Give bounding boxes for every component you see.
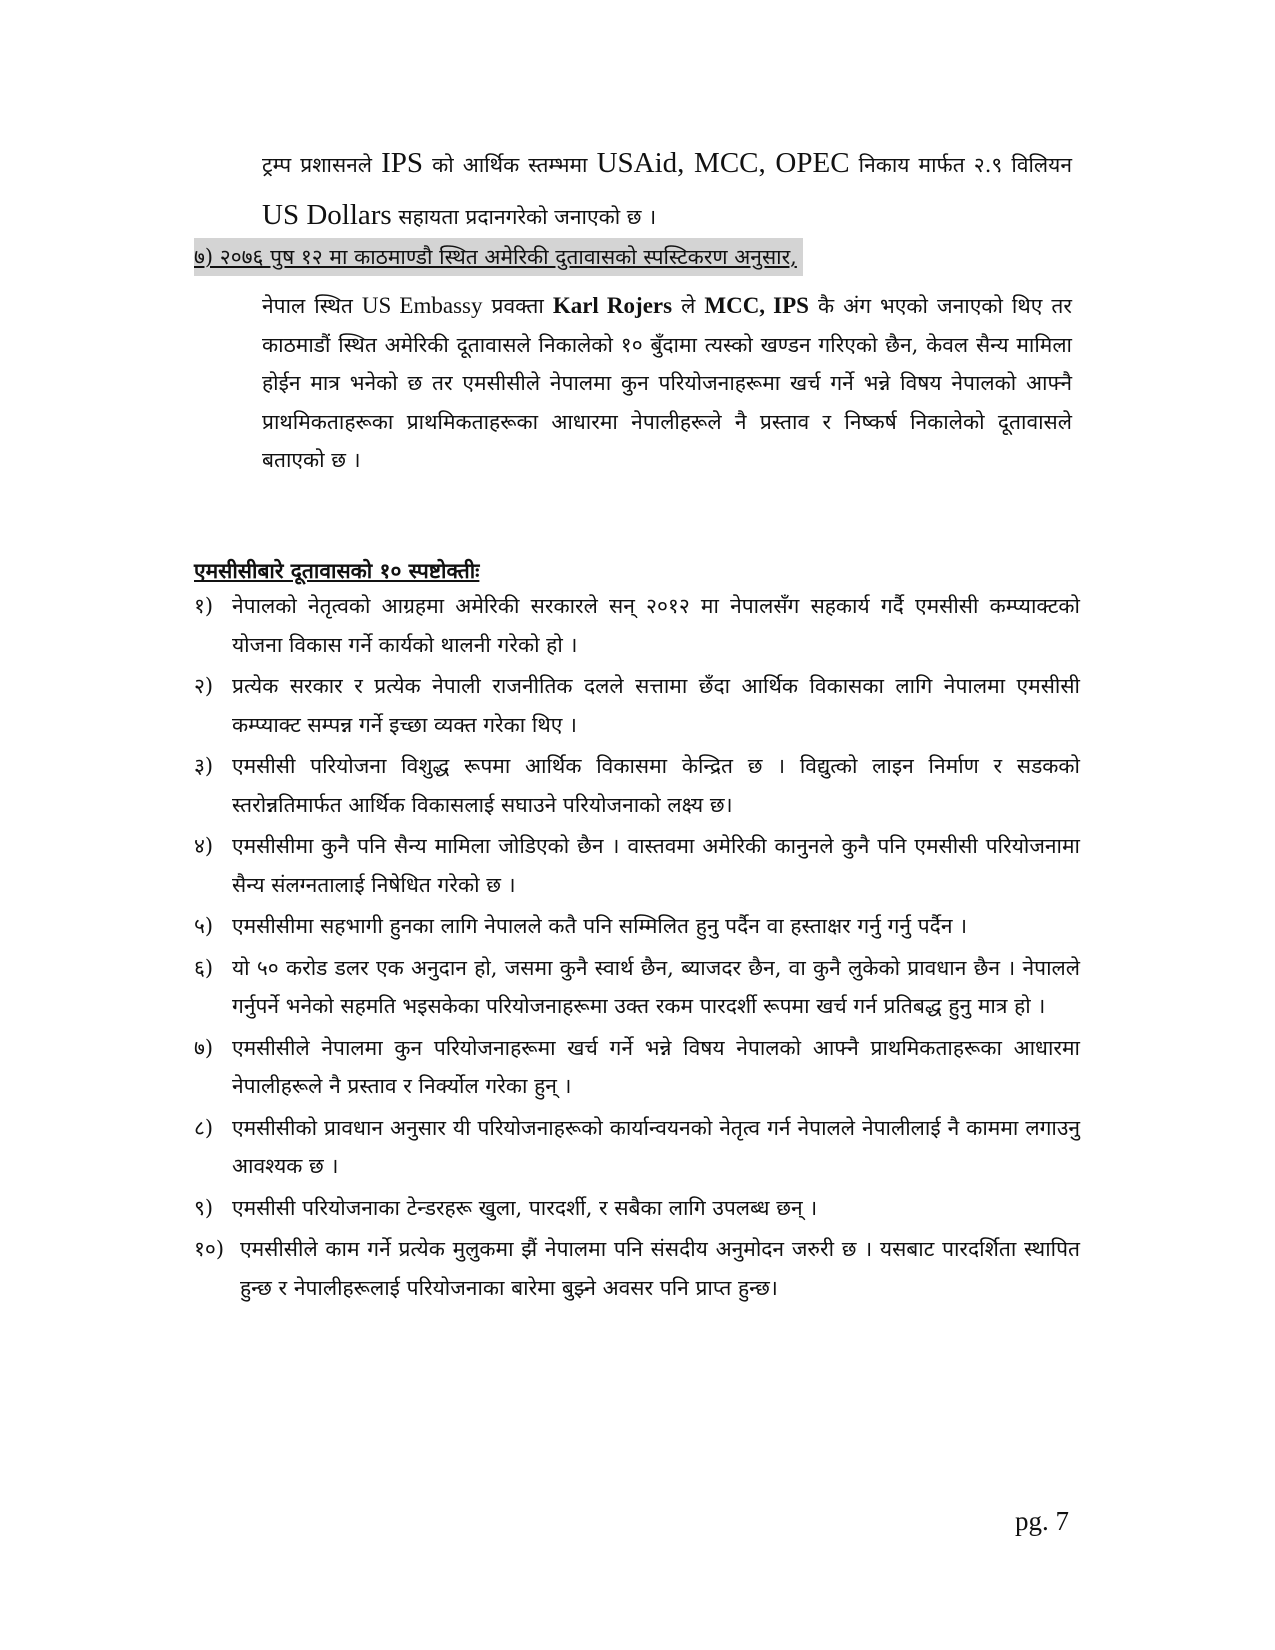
intro-paragraph [262,138,1072,242]
list-item-number: ६) [194,955,214,980]
intro-agencies: USAid, MCC, OPEC [596,147,850,179]
list-item-number: १) [194,594,214,618]
list-item-text: एमसीसी परियोजनाका टेन्डरहरू खुला, पारदर्शी, र सबैका लागि उपलब्ध छन् । [232,1195,818,1220]
intro-currency: US Dollars [262,199,392,231]
clarification-list [194,587,1080,1310]
s7-orgs: MCC, IPS [704,293,809,318]
list-item [194,747,1080,824]
page-number: pg. 7 [1015,1506,1069,1536]
list-item-number: १०) [194,1237,225,1261]
list-item [194,1109,1080,1186]
s7-text-4: कै अंग भएको जनाएको थिए तर काठमाडौं स्थित अमेरिकी दूतावासले निकालेको १० बुँदामा त्यस्को खण्डन गरिएको छैन, केवल सैन्य मामिला होईन मात्र भनेको छ तर एमसीसीले नेपालमा कुन परियोजनाहरूमा खर्च गर्ने भन्ने विषय नेपालको आफ्नै प्राथमिकताहरूका प्राथमिकताहरूका आधारमा नेपालीहरूले नै प्रस्ताव र निष्कर्ष निकालेको दूतावासले बताएको छ । [262,294,1072,472]
section-7-heading: ७) २०७६ पुष १२ मा काठमाण्डौ स्थित अमेरिकी दुतावासको स्पस्टिकरण अनुसार, [194,238,803,276]
intro-text-1: ट्रम्प प्रशासनले [262,153,382,177]
section-7-paragraph [262,287,1072,480]
list-item-text: प्रत्येक सरकार र प्रत्येक नेपाली राजनीतिक दलले सत्तामा छँदा आर्थिक विकासका लागि नेपालमा एमसीसी कम्प्याक्ट सम्पन्न गर्ने इच्छा व्यक्त गरेका थिए । [232,674,1080,737]
list-item-text: एमसीसीले नेपालमा कुन परियोजनाहरूमा खर्च गर्ने भन्ने विषय नेपालको आफ्नै प्राथमिकताहरूका आधारमा नेपालीहरूले नै प्रस्ताव र निर्क्योल गरेका हुन् । [232,1035,1080,1098]
list-item-text: नेपालको नेतृत्वको आग्रहमा अमेरिकी सरकारले सन् २०१२ मा नेपालसँग सहकार्य गर्दै एमसीसी कम्प्याक्टको योजना विकास गर्ने कार्यको थालनी गरेको हो । [232,594,1080,657]
list-item-text: एमसीसीले काम गर्ने प्रत्येक मुलुकमा झैं नेपालमा पनि संसदीय अनुमोदन जरुरी छ । यसबाट पारदर्शिता स्थापित हुन्छ र नेपालीहरूलाई परियोजनाका बारेमा बुझ्ने अवसर पनि प्राप्त हुन्छ। [240,1237,1080,1300]
list-item-number: ८) [194,1115,214,1140]
list-item [194,1189,1080,1228]
list-item [194,1230,1080,1307]
section-title: एमसीसीबारे दूतावासको १० स्पष्टोक्तीः [194,558,480,583]
list-item-number: ५) [194,914,214,938]
list-item-text: एमसीसीको प्रावधान अनुसार यी परियोजनाहरूको कार्यान्वयनको नेतृत्व गर्न नेपालले नेपालीलाई नै काममा लगाउनु आवश्यक छ । [232,1115,1080,1178]
intro-text-3: निकाय मार्फत २.९ विलियन [849,153,1073,177]
list-item-number: ९) [194,1195,214,1220]
list-item-number: ४) [194,834,214,858]
s7-text-1: नेपाल स्थित [262,294,362,318]
s7-embassy: US Embassy [361,293,483,318]
list-item [194,949,1080,1026]
list-item [194,827,1080,904]
s7-text-3: ले [672,294,705,318]
list-item-text: एमसीसी परियोजना विशुद्ध रूपमा आर्थिक विकासमा केन्द्रित छ । विद्युत्को लाइन निर्माण र सडकको स्तरोन्नतिमार्फत आर्थिक विकासलाई सघाउने परियोजनाको लक्ष्य छ। [232,754,1080,817]
list-item-number: २) [194,674,214,698]
list-item-text: यो ५० करोड डलर एक अनुदान हो, जसमा कुनै स्वार्थ छैन, ब्याजदर छैन, वा कुनै लुकेको प्रावधान छैन । नेपालले गर्नुपर्ने भनेको सहमति भइसकेका परियोजनाहरूमा उक्त रकम पारदर्शी रूपमा खर्च गर्न प्रतिबद्ध हुनु मात्र हो । [232,955,1080,1018]
list-item [194,907,1080,946]
list-item [194,667,1080,744]
list-item-text: एमसीसीमा सहभागी हुनका लागि नेपालले कतै पनि सम्मिलित हुनु पर्दैन वा हस्ताक्षर गर्नु गर्नु पर्दैन । [232,914,968,938]
intro-ips: IPS [381,147,424,179]
s7-text-2: प्रवक्ता [482,294,553,318]
list-item [194,1029,1080,1106]
list-item-number: ७) [194,1035,214,1060]
s7-spokesperson-name: Karl Rojers [552,293,673,318]
list-item [194,587,1080,664]
list-item-number: ३) [194,754,214,778]
intro-text-2: को आर्थिक स्तम्भमा [423,153,597,177]
list-item-text: एमसीसीमा कुनै पनि सैन्य मामिला जोडिएको छैन । वास्तवमा अमेरिकी कानुनले कुनै पनि एमसीसी परियोजनामा सैन्य संलग्नतालाई निषेधित गरेको छ । [232,834,1080,897]
intro-text-4: सहायता प्रदानगरेको जनाएको छ । [391,205,657,229]
